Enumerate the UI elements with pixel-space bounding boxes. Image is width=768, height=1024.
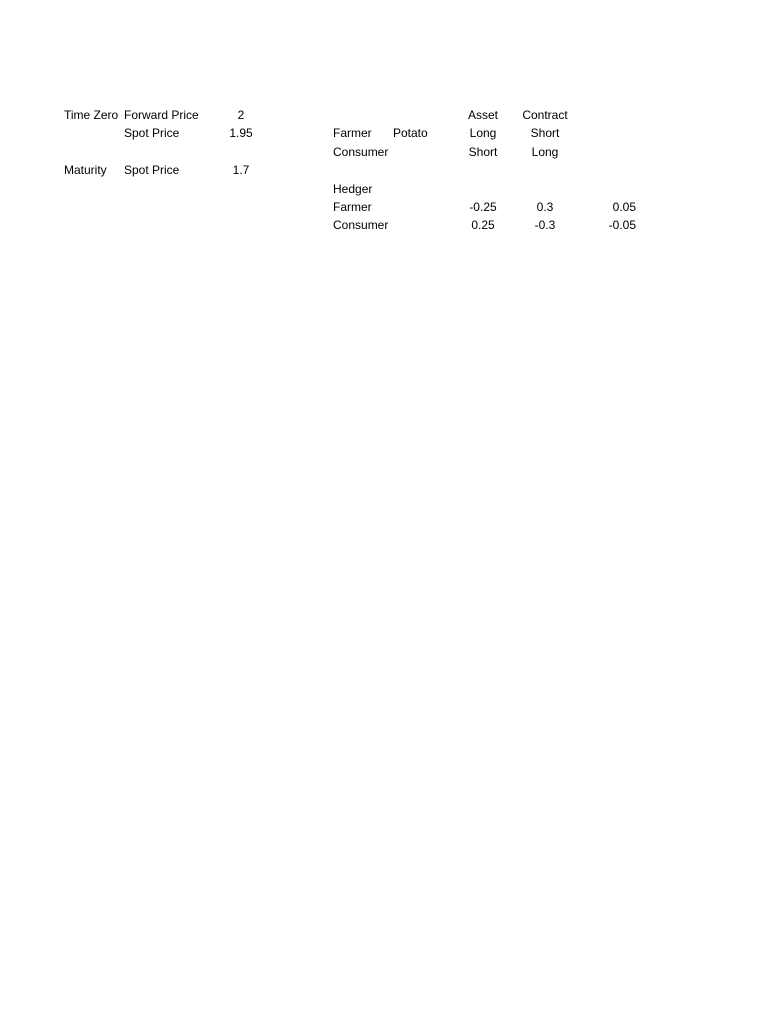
hedger-farmer-contract: 0.3 <box>536 200 554 214</box>
asset-header: Asset <box>467 108 498 122</box>
spot-price-label-maturity: Spot Price <box>124 163 180 177</box>
time-zero-label: Time Zero <box>64 108 119 122</box>
contract-header: Contract <box>522 108 568 122</box>
hedger-consumer-net: -0.05 <box>608 218 636 232</box>
spot-price-value-maturity: 1.7 <box>232 163 250 177</box>
position-commodity: Potato <box>393 126 428 140</box>
position-party-farmer: Farmer <box>333 126 372 140</box>
forward-price-value: 2 <box>237 108 245 122</box>
hedger-consumer-asset: 0.25 <box>471 218 495 232</box>
position-consumer-contract: Long <box>531 145 559 159</box>
spot-price-value-time-zero: 1.95 <box>229 126 253 140</box>
spot-price-label-time-zero: Spot Price <box>124 126 180 140</box>
hedger-party-farmer: Farmer <box>333 200 372 214</box>
hedger-farmer-net: 0.05 <box>612 200 636 214</box>
position-party-consumer: Consumer <box>333 145 389 159</box>
hedger-party-consumer: Consumer <box>333 218 389 232</box>
hedger-farmer-asset: -0.25 <box>469 200 497 214</box>
forward-price-label: Forward Price <box>124 108 199 122</box>
position-farmer-asset: Long <box>469 126 497 140</box>
hedger-label: Hedger <box>333 182 373 196</box>
hedger-consumer-contract: -0.3 <box>534 218 556 232</box>
maturity-label: Maturity <box>64 163 107 177</box>
position-farmer-contract: Short <box>530 126 560 140</box>
position-consumer-asset: Short <box>468 145 498 159</box>
